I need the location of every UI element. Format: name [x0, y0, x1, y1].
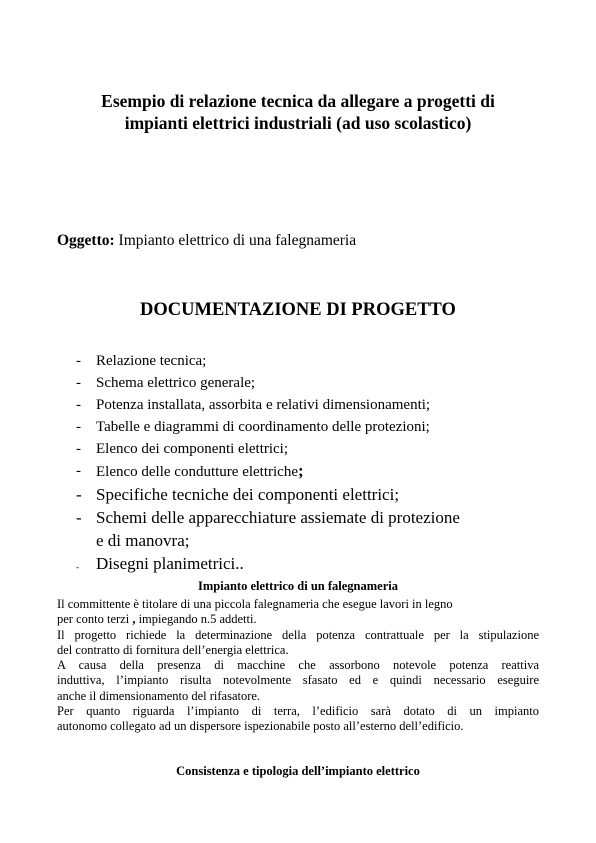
paragraph-line: Il progetto richiede la determinazione della potenza contrattuale per la stipulazione [57, 627, 539, 642]
list-item: - Schema elettrico generale; [76, 375, 256, 391]
paragraph-line: Il committente è titolare di una piccola falegnameria che esegue lavori in legno [57, 597, 453, 611]
list-item: - Relazione tecnica; [76, 353, 207, 369]
list-item: - Elenco dei componenti elettrici; [76, 441, 289, 457]
section-heading-2: Consistenza e tipologia dell’impianto elettrico [176, 764, 420, 778]
list-item: - Potenza installata, assorbita e relativi dimensionamenti; [76, 397, 431, 413]
list-item: - Elenco delle condutture elettriche; [76, 461, 304, 480]
paragraph-line: autonomo collegato ad un dispersore ispezionabile posto all’esterno dell’edificio. [57, 719, 464, 734]
paragraph-line: per conto terzi , impiegando n.5 addetti. [57, 612, 257, 627]
oggetto-line [57, 232, 356, 250]
list-item-continuation: e di manovra; [96, 531, 190, 550]
oggetto-text: Impianto elettrico di una falegnameria [114, 232, 357, 249]
paragraph-line: del contratto di fornitura dell’energia elettrica. [57, 642, 289, 657]
paragraph-line: Per quanto riguarda l’impianto di terra, l’edificio sarà dotato di un impianto [57, 704, 539, 719]
documentazione-heading: DOCUMENTAZIONE DI PROGETTO [140, 300, 456, 320]
title-line-1: Esempio di relazione tecnica da allegare a progetti di [101, 91, 495, 111]
section-heading: Impianto elettrico di un falegnameria [198, 579, 398, 593]
section-body [57, 597, 539, 735]
document-title [40, 90, 556, 134]
list-item: - Schemi delle apparecchiature assiemate di protezione [76, 508, 460, 527]
oggetto-label: Oggetto: [57, 232, 115, 249]
paragraph-line: induttiva, l’impianto risulta notevolmente sfasato ed e quindi necessario eseguire [57, 673, 539, 688]
paragraph-line: A causa della presenza di macchine che assorbono notevole potenza reattiva [57, 658, 539, 673]
documentazione-list [76, 350, 546, 575]
list-item: - Tabelle e diagrammi di coordinamento delle protezioni; [76, 419, 430, 435]
list-item: - Specifiche tecniche dei componenti elettrici; [76, 485, 400, 504]
list-item: - Disegni planimetrici.. [76, 554, 244, 573]
title-line-2: impianti elettrici industriali (ad uso scolastico) [124, 113, 472, 133]
paragraph-line: anche il dimensionamento del rifasatore. [57, 688, 261, 703]
